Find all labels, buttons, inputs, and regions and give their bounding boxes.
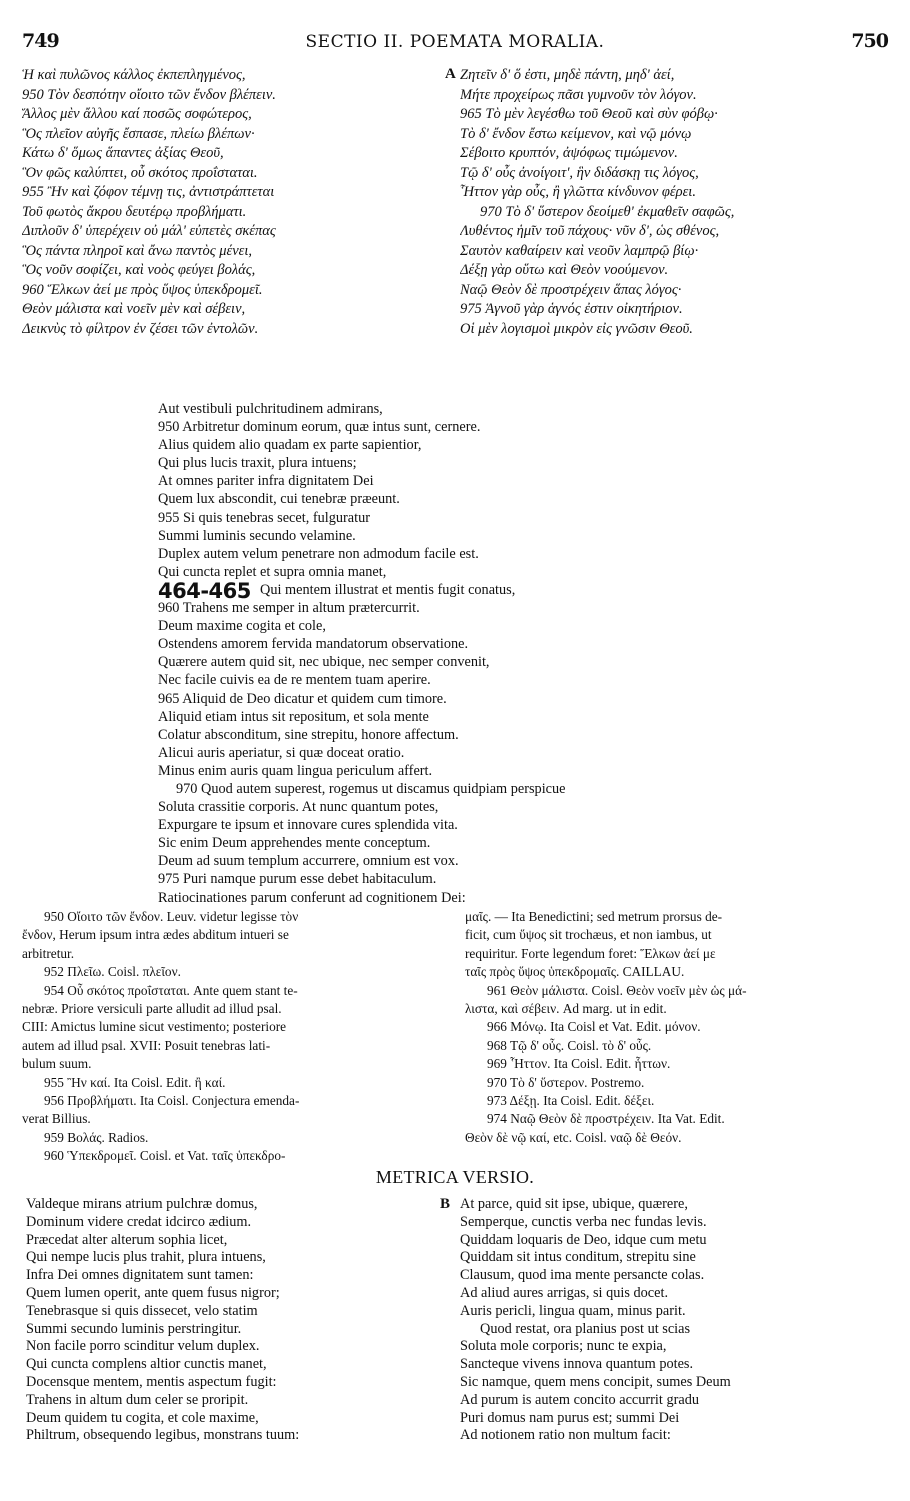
footnote-line: CIII: Amictus lumine sicut vestimento; posteriore [22,1019,287,1035]
latin-verse-line: Aut vestibuli pulchritudinem admirans, [158,401,383,417]
footnote-line: λιστα, καὶ σέβειν. Ad marg. ut in edit. [465,1000,667,1016]
greek-verse-line: 950 Τὸν δεσπότην οἴοιτο τῶν ἔνδον βλέπειν. [22,86,276,103]
greek-verse-line: Ὃς πλεῖον αὐγῆς ἔσπασε, πλείω βλέπων· [22,125,255,142]
latin-verse-line: 950 Arbitretur dominum eorum, quæ intus sunt, cernere. [158,419,481,436]
latin-verse-line: Qui mentem illustrat et mentis fugit conatus, [260,581,516,598]
metrical-version-left [26,1196,441,1445]
greek-verse-line: 975 Ἁγνοῦ γὰρ ἁγνός ἐστιν οἰκητήριον. [460,301,683,317]
greek-verse-line: Λυθέντος ἡμῖν τοῦ πάχους· νῦν δ', ὡς σθένος, [460,223,720,239]
greek-verse-line: Ὃς πάντα πληροῖ καὶ ἄνω παντὸς μένει, [22,242,253,259]
running-title: SECTIO II. POEMATA MORALIA. [305,32,605,52]
greek-text-right [460,66,900,339]
latin-verse-line: Soluta crassitie corporis. At nunc quantum potes, [158,799,439,816]
metrical-verse-line: Ad purum is autem concito accurrit gradu [460,1391,699,1408]
latin-verse-line: 965 Aliquid de Deo dicatur et quidem cum timore. [158,690,447,707]
greek-verse-line: Ἡ καὶ πυλῶνος κάλλος ἐκπεπληγμένος, [22,67,246,83]
footnote-line: μαῖς. — Ita Benedictini; sed metrum prorsus de- [465,909,723,924]
footnote-line: 969 Ἧττον. Ita Coisl. Edit. ἧττων. [487,1056,671,1072]
footnote-line: 950 Οἴοιτο τῶν ἔνδον. Leuv. videtur legisse τὸν [44,909,299,924]
metrical-verse-line: Auris pericli, lingua quam, minus parit. [460,1302,686,1319]
metrical-verse-line: Quiddam loquaris de Deo, idque cum metu [460,1231,707,1248]
greek-verse-line: Ἧττον γὰρ οὖς, ἢ γλῶττα κίνδυνον φέρει. [460,184,696,200]
latin-verse-line: Minus enim auris quam lingua periculum affert. [158,762,433,779]
latin-verse-line: Sic enim Deum apprehendes mente conceptum. [158,835,431,852]
metrical-verse-line: Semperque, cunctis verba nec fundas levis. [460,1213,707,1230]
metrical-verse-line: Docensque mentem, mentis aspectum fugit: [26,1373,277,1390]
footnote-line: 960 Ὑπεκδρομεῖ. Coisl. et Vat. ταῖς ὑπεκδρο- [44,1148,286,1164]
latin-verse-line: 970 Quod autem superest, rogemus ut discamus quidpiam perspicue [176,780,566,797]
metrical-verse-line: Soluta mole corporis; nunc te expia, [460,1338,667,1355]
metrical-verse-line: Trahens in altum dum celer se proripit. [26,1391,249,1408]
footnote-line: 954 Οὗ σκότος προΐσταται. Ante quem stant te- [44,982,298,998]
footnote-line: 974 Ναῷ Θεὸν δὲ προστρέχειν. Ita Vat. Edit. [487,1111,725,1127]
latin-verse-line: 960 Trahens me semper in altum prætercurrit. [158,600,420,617]
footnote-line: Θεὸν δὲ νῷ καί, etc. Coisl. ναῷ δὲ Θεόν. [465,1129,682,1145]
latin-verse-line: 955 Si quis tenebras secet, fulguratur [158,509,371,526]
footnote-line: 952 Πλεῖω. Coisl. πλεῖον. [44,964,181,980]
metrical-verse-line: Qui nempe lucis plus trahit, plura intuens, [26,1249,266,1266]
latin-translation [158,400,878,907]
column-marker: 464-465 [158,579,251,603]
greek-verse-line: Τῷ δ' οὖς ἀνοίγοιτ', ἣν διδάσκῃ τις λόγος, [460,164,699,181]
footnote-line: ἔνδον, Herum ipsum intra ædes abditum intueri se [22,927,289,943]
footnotes-left [22,908,452,1165]
metrical-verse-line: Quem lumen operit, ante quem fusus nigror; [26,1284,280,1301]
latin-verse-line: Quærere autem quid sit, nec ubique, nec semper convenit, [158,654,490,671]
greek-verse-line: 955 Ἢν καὶ ζόφον τέμνῃ τις, ἀντιστράπτεται [22,184,275,200]
metrical-verse-line: Qui cuncta complens altior cunctis manet, [26,1356,267,1373]
greek-verse-line: 965 Τὸ μὲν λεγέσθω τοῦ Θεοῦ καὶ σὺν φόβῳ· [460,106,718,122]
greek-verse-line: Ναῷ Θεὸν δὲ προστρέχειν ἅπας λόγος· [460,281,682,298]
latin-verse-line: Alicui auris aperiatur, si quæ doceat oratio. [158,744,405,761]
greek-verse-line: Διπλοῦν δ' ὑπερέχειν οὐ μάλ' εὐπετὲς σκέπας [22,223,276,239]
metrical-verse-line: Præcedat alter alterum sophia licet, [26,1231,228,1248]
page-number-right: 750 [851,30,888,52]
greek-verse-line: Θεὸν μάλιστα καὶ νοεῖν μὲν καὶ σέβειν, [22,301,246,317]
metrical-verse-line: Puri domus nam purus est; summi Dei [460,1409,680,1426]
metrical-verse-line: Dominum videre credat idcirco ædium. [26,1213,252,1230]
footnote-line: 973 Δέξῃ. Ita Coisl. Edit. δέξει. [487,1092,655,1108]
metrical-version-right [460,1196,890,1445]
metrical-verse-line: Non facile porro scinditur velum duplex. [26,1338,260,1355]
footnote-line: ficit, cum ὕψος sit trochæus, et non iambus, ut [465,927,712,943]
latin-verse-line: Deum maxime cogita et cole, [158,618,326,635]
footnote-line: 968 Τῷ δ' οὖς. Coisl. τὸ δ' οὖς. [487,1037,652,1053]
footnote-line: 959 Βολάς. Radios. [44,1129,149,1145]
metrical-verse-line: Deum quidem tu cogita, et cole maxime, [26,1409,259,1426]
greek-verse-line: Ἄλλος μὲν ἄλλου καί ποσῶς σοφώτερος, [22,106,252,122]
latin-verse-line: Expurgare te ipsum et innovare cures splendida vita. [158,817,458,834]
metrical-verse-line: Tenebrasque si quis dissecet, velo statim [26,1302,258,1319]
footnote-line: nebræ. Priore versiculi parte alludit ad illud psal. [22,1000,282,1016]
latin-verse-line: Qui cuncta replet et supra omnia manet, [158,563,387,580]
margin-letter-a: A [445,66,456,82]
footnote-line: 966 Μόνῳ. Ita Coisl et Vat. Edit. μόνον. [487,1019,701,1035]
footnote-line: 956 Προβλήματι. Ita Coisl. Conjectura emenda- [44,1092,300,1108]
footnote-line: autem ad illud psal. XVII: Posuit tenebras lati- [22,1037,271,1053]
greek-verse-line: Σαυτὸν καθαίρειν καὶ νεοῦν λαμπρῷ βίῳ· [460,242,699,259]
greek-verse-line: Τὸ δ' ἔνδον ἔστω κείμενον, καὶ νῷ μόνῳ [460,125,692,142]
greek-verse-line: 970 Τὸ δ' ὕστερον δεοίμεθ' ἐκμαθεῖν σαφῶς, [480,203,735,220]
footnote-line: 970 Τὸ δ' ὕστερον. Postremo. [487,1074,645,1090]
latin-verse-line: At omnes pariter infra dignitatem Dei [158,473,374,490]
section-title: METRICA VERSIO. [375,1167,535,1187]
latin-verse-line: Summi luminis secundo velamine. [158,527,356,544]
margin-letter-b: B [440,1196,451,1212]
footnote-line: 961 Θεὸν μάλιστα. Coisl. Θεὸν νοεῖν μὲν ὡς μά- [487,982,747,998]
metrical-verse-line: Sancteque vivens innova quantum potes. [460,1356,694,1373]
footnote-line: arbitretur. [22,945,75,961]
latin-verse-line: Ratiocinationes parum conferunt ad cognitionem Dei: [158,889,466,906]
latin-verse-line: Nec facile cuivis ea de re mentem tuam aperire. [158,672,431,689]
greek-verse-line: Ζητεῖν δ' ὅ ἐστι, μηδὲ πάντη, μηδ' ἀεί, [460,67,675,83]
greek-verse-line: Δέξῃ γὰρ οὕτω καὶ Θεὸν νοούμενον. [460,262,669,278]
metrical-verse-line: Valdeque mirans atrium pulchræ domus, [26,1196,258,1212]
greek-verse-line: Οἱ μὲν λογισμοὶ μικρὸν εἰς γνῶσιν Θεοῦ. [460,320,693,337]
metrical-verse-line: Summi secundo luminis perstringitur. [26,1320,242,1337]
latin-verse-line: Duplex autem velum penetrare non admodum facile est. [158,545,479,562]
latin-verse-line: Alius quidem alio quadam ex parte sapientior, [158,437,422,454]
latin-verse-line: 975 Puri namque purum esse debet habitaculum. [158,871,437,888]
latin-verse-line: Quem lux abscondit, cui tenebræ præeunt. [158,491,400,508]
latin-verse-line: Colatur absconditum, sine strepitu, honore affectum. [158,726,459,743]
metrical-verse-line: Infra Dei omnes dignitatem sunt tamen: [26,1267,254,1284]
footnote-line: ταῖς πρὸς ὕψος ὑπεκδρομαῖς. CAILLAU. [465,964,685,980]
metrical-verse-line: At parce, quid sit ipse, ubique, quærere, [460,1196,688,1212]
latin-verse-line: Ostendens amorem fervida mandatorum observatione. [158,636,469,653]
greek-verse-line: 960 Ἕλκων ἀεί με πρὸς ὕψος ὑπεκδρομεῖ. [22,281,263,298]
metrical-verse-line: Ad notionem ratio non multum facit: [460,1427,671,1444]
greek-verse-line: Μήτε προχείρως πᾶσι γυμνοῦν τὸν λόγον. [460,86,697,103]
footnote-line: bulum suum. [22,1056,92,1072]
metrical-verse-line: Ad aliud aures arrigas, si quis docet. [460,1284,669,1301]
greek-verse-line: Κάτω δ' ὅμως ἅπαντες ἀξίας Θεοῦ, [22,145,224,161]
metrical-verse-line: Quod restat, ora planius post ut scias [480,1320,691,1337]
metrical-verse-line: Philtrum, obsequendo legibus, monstrans tuum: [26,1427,300,1444]
greek-verse-line: Ὃν φῶς καλύπτει, οὗ σκότος προΐσταται. [22,164,258,181]
latin-verse-line: Qui plus lucis traxit, plura intuens; [158,455,357,472]
footnote-line: verat Billius. [22,1111,91,1127]
greek-verse-line: Σέβοιτο κρυπτόν, ἀψόφως τιμώμενον. [460,145,678,161]
metrical-verse-line: Sic namque, quem mens concipit, sumes Deum [460,1373,731,1390]
metrical-verse-line: Quiddam sit intus conditum, strepitu sine [460,1249,696,1266]
running-header [0,30,910,54]
footnote-line: 955 Ἢν καί. Ita Coisl. Edit. ἢ καί. [44,1074,226,1090]
footnotes-right [465,908,885,1147]
latin-verse-line: Deum ad suum templum accurrere, omnium est vox. [158,853,459,870]
greek-verse-line: Τοῦ φωτὸς ἄκρου δευτέρῳ προβλήματι. [22,203,247,220]
footnote-line: requiritur. Forte legendum foret: Ἕλκων ἀεί με [465,945,716,961]
latin-verse-line: Aliquid etiam intus sit repositum, et sola mente [158,708,429,725]
metrical-verse-line: Clausum, quod ima mente persancte colas. [460,1267,705,1284]
page-number-left: 749 [22,30,59,52]
greek-verse-line: Δεικνὺς τὸ φίλτρον ἐν ζέσει τῶν ἐντολῶν. [22,320,259,337]
greek-verse-line: Ὃς νοῦν σοφίζει, καὶ νοὸς φεύγει βολάς, [22,262,256,278]
greek-text-left [22,66,442,339]
